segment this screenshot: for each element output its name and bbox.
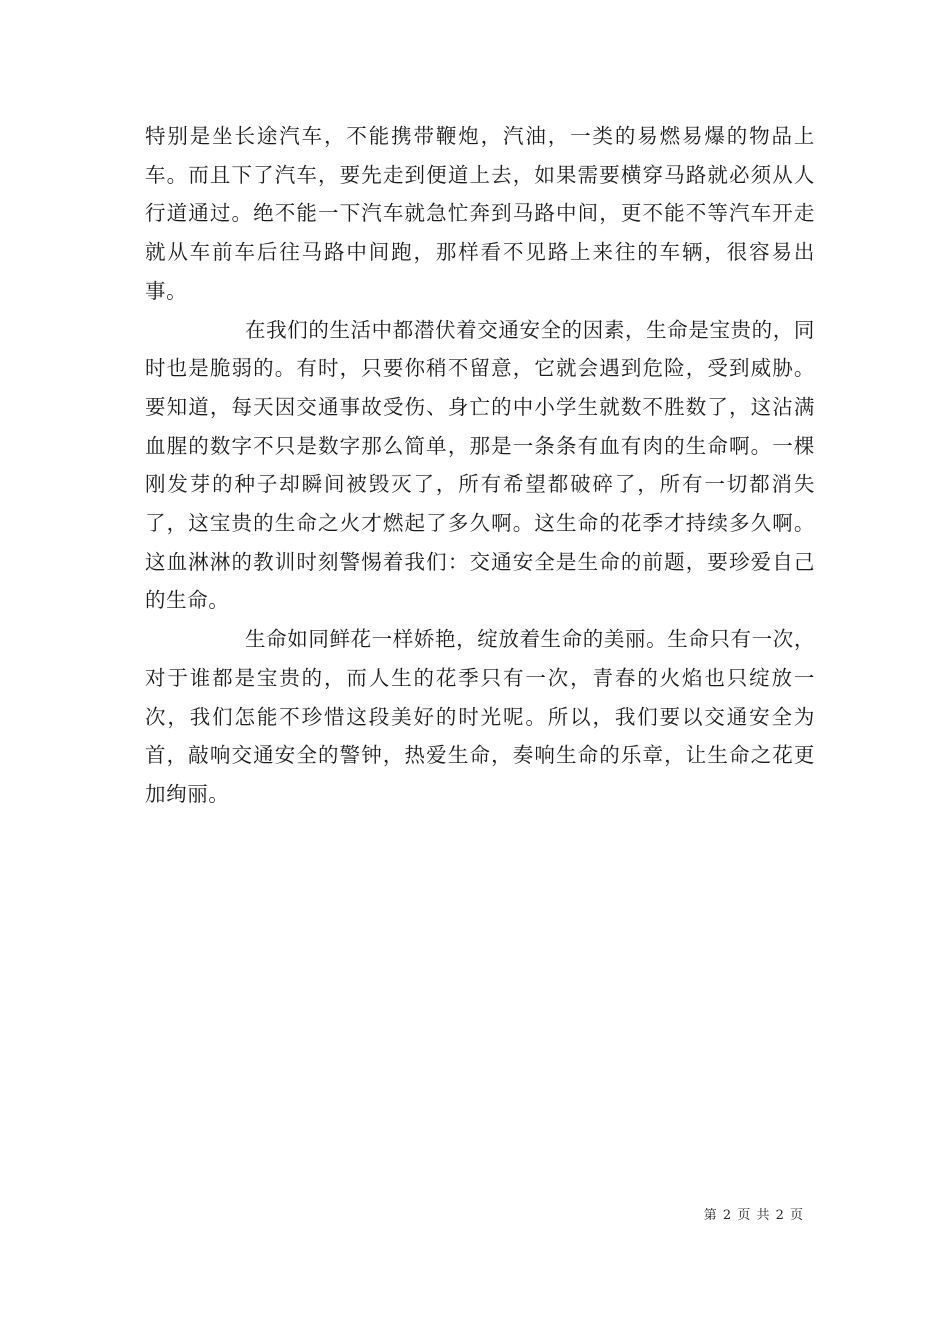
body-text	[145, 117, 815, 814]
paragraph-3: 生命如同鲜花一样娇艳，绽放着生命的美丽。生命只有一次，对于谁都是宝贵的，而人生的花季只有一次，青春的火焰也只绽放一次，我们怎能不珍惜这段美好的时光呢。所以，我们要以交通安全为首，敲响交通安全的警钟，热爱生命，奏响生命的乐章，让生命之花更加绚丽。	[145, 627, 815, 806]
page-footer: 第 2 页 共 2 页	[703, 1208, 804, 1223]
paragraph-2: 在我们的生活中都潜伏着交通安全的因素，生命是宝贵的，同时也是脆弱的。有时，只要你稍不留意，它就会遇到危险，受到威胁。要知道，每天因交通事故受伤、身亡的中小学生就数不胜数了，这沾满血腥的数字不只是数字那么简单，那是一条条有血有肉的生命啊。一棵刚发芽的种子却瞬间被毁灭了，所有希望都破碎了，所有一切都消失了，这宝贵的生命之火才燃起了多久啊。这生命的花季才持续多久啊。这血淋淋的教训时刻警惕着我们：交通安全是生命的前题，要珍爱自己的生命。	[145, 317, 815, 613]
paragraph-1: 特别是坐长途汽车，不能携带鞭炮，汽油，一类的易燃易爆的物品上车。而且下了汽车，要先走到便道上去，如果需要横穿马路就必须从人行道通过。绝不能一下汽车就急忙奔到马路中间，更不能不等汽车开走就从车前车后往马路中间跑，那样看不见路上来往的车辆，很容易出事。	[145, 124, 815, 303]
